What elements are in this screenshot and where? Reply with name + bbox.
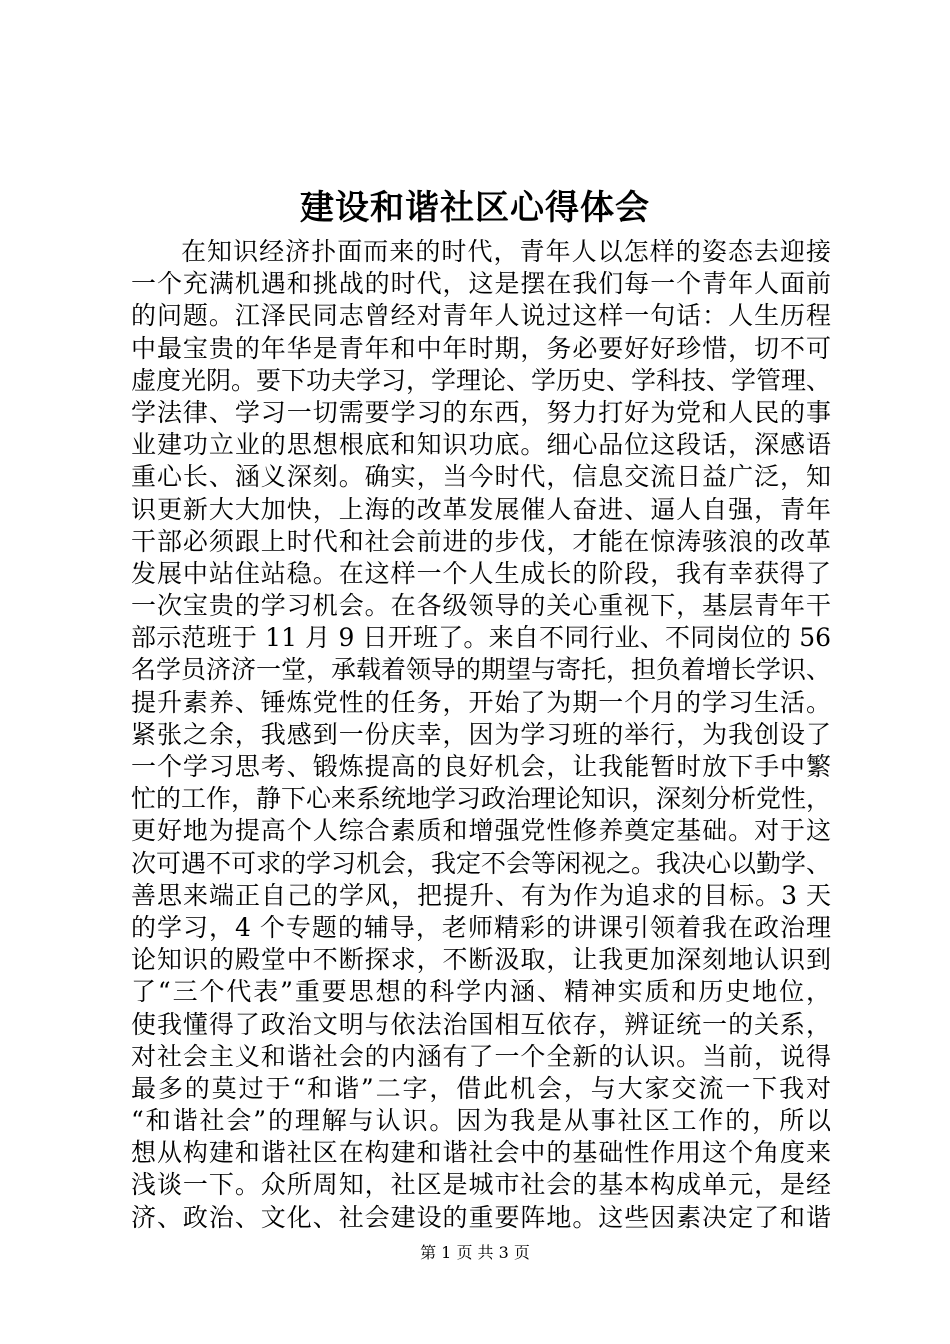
paragraph-line: 重心长、涵义深刻。确实，当今时代，信息交流日益广泛，知: [131, 462, 831, 492]
paragraph-line: 忙的工作，静下心来系统地学习政治理论知识，深刻分析党性，: [131, 784, 831, 814]
paragraph-line: 的问题。江泽民同志曾经对青年人说过这样一句话：人生历程: [131, 301, 831, 331]
paragraph-line: 发展中站住站稳。在这样一个人生成长的阶段，我有幸获得了: [131, 558, 831, 588]
paragraph-line: 虚度光阴。要下功夫学习，学理论、学历史、学科技、学管理、: [131, 365, 831, 395]
paragraph-line: 干部必须跟上时代和社会前进的步伐，才能在惊涛骇浪的改革: [131, 526, 831, 556]
paragraph-line: 中最宝贵的年华是青年和中年时期，务必要好好珍惜，切不可: [131, 333, 831, 363]
paragraph-line: 部示范班于 11 月 9 日开班了。来自不同行业、不同岗位的 56: [131, 623, 831, 653]
paragraph-line: 识更新大大加快，上海的改革发展催人奋进、逼人自强，青年: [131, 494, 831, 524]
paragraph-line: 浅谈一下。众所周知，社区是城市社会的基本构成单元，是经: [131, 1170, 831, 1200]
paragraph-line: 一次宝贵的学习机会。在各级领导的关心重视下，基层青年干: [131, 591, 831, 621]
paragraph-line: 济、政治、文化、社会建设的重要阵地。这些因素决定了和谐: [131, 1202, 831, 1232]
paragraph-line: 在知识经济扑面而来的时代，青年人以怎样的姿态去迎接: [181, 237, 831, 266]
document-body: [131, 236, 831, 1234]
paragraph-line: 更好地为提高个人综合素质和增强党性修养奠定基础。对于这: [131, 816, 831, 846]
paragraph-line: 一个充满机遇和挑战的时代，这是摆在我们每一个青年人面前: [131, 269, 831, 299]
paragraph-line: 善思来端正自己的学风，把提升、有为作为追求的目标。3 天: [131, 880, 831, 910]
paragraph-line: 学法律、学习一切需要学习的东西，努力打好为党和人民的事: [131, 397, 831, 427]
paragraph-line: 的学习，4 个专题的辅导，老师精彩的讲课引领着我在政治理: [131, 912, 831, 942]
paragraph-line: 紧张之余，我感到一份庆幸，因为学习班的举行，为我创设了: [131, 719, 831, 749]
paragraph-line: 想从构建和谐社区在构建和谐社会中的基础性作用这个角度来: [131, 1138, 831, 1168]
paragraph-line: 对社会主义和谐社会的内涵有了一个全新的认识。当前，说得: [131, 1041, 831, 1071]
paragraph-line: 名学员济济一堂，承载着领导的期望与寄托，担负着增长学识、: [131, 655, 831, 685]
paragraph-line: 一个学习思考、锻炼提高的良好机会，让我能暂时放下手中繁: [131, 752, 831, 781]
paragraph-line: 论知识的殿堂中不断探求，不断汲取，让我更加深刻地认识到: [131, 945, 831, 975]
paragraph-line: 次可遇不可求的学习机会，我定不会等闲视之。我决心以勤学、: [131, 848, 831, 878]
paragraph-line: 提升素养、锤炼党性的任务，开始了为期一个月的学习生活。: [131, 687, 831, 717]
paragraph-line: 业建功立业的思想根底和知识功底。细心品位这段话，深感语: [131, 430, 831, 460]
paragraph-line: 了“三个代表”重要思想的科学内涵、精神实质和历史地位，: [131, 977, 831, 1007]
page-footer: 第 1 页 共 3 页: [420, 1243, 530, 1262]
document-title: 建设和谐社区心得体会: [300, 188, 650, 228]
paragraph-line: “和谐社会”的理解与认识。因为我是从事社区工作的，所以: [131, 1106, 831, 1136]
paragraph-line: 使我懂得了政治文明与依法治国相互依存，辨证统一的关系，: [131, 1009, 831, 1039]
paragraph-line: 最多的莫过于“和谐”二字，借此机会，与大家交流一下我对: [131, 1073, 831, 1103]
